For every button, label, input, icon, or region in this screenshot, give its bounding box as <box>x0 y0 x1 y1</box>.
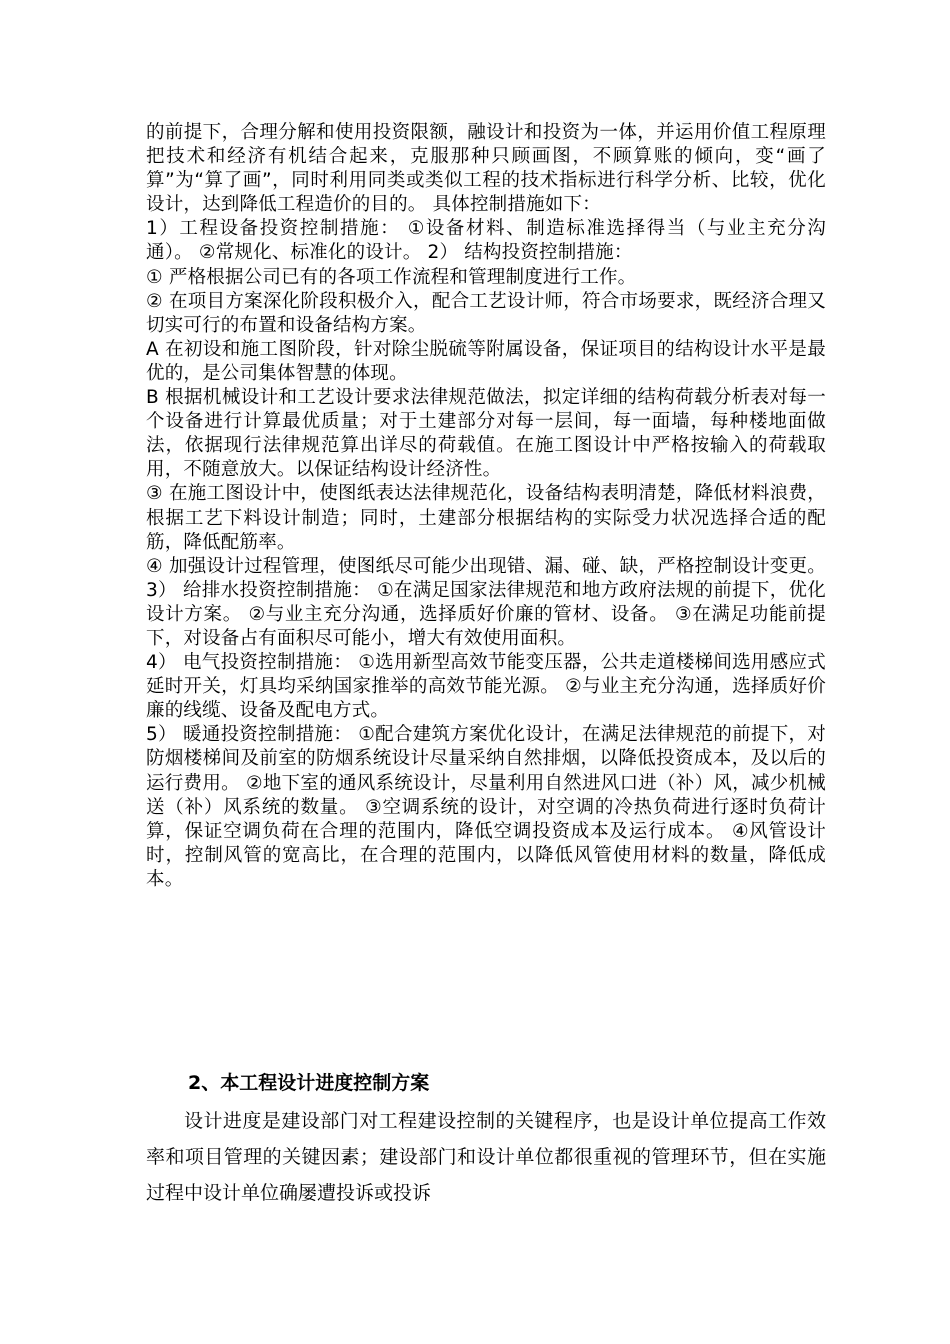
paragraph-structure-item-a: A 在初设和施工图阶段，针对除尘脱硫等附属设备，保证项目的结构设计水平是最优的，是公司集体智慧的体现。 <box>146 338 826 384</box>
paragraph-electrical: 4） 电气投资控制措施： ①选用新型高效节能变压器，公共走道楼梯间选用感应式延时开关，灯具均采纳国家推举的高效节能光源。 ②与业主充分沟通，选择质好价廉的线缆、设备及配电方式。 <box>146 652 826 722</box>
section-body <box>146 1103 826 1211</box>
paragraph-structure-item-b: B 根据机械设计和工艺设计要求法律规范做法，拟定详细的结构荷载分析表对每一个设备进行计算最优质量；对于土建部分对每一层间，每一面墙，每种楼地面做法，依据现行法律规范算出详尽的荷载值。在施工图设计中严格按输入的荷载取用，不随意放大。以保证结构设计经济性。 <box>146 387 826 481</box>
body-text <box>146 121 826 892</box>
paragraph-structure-item-1: ① 严格根据公司已有的各项工作流程和管理制度进行工作。 <box>146 266 637 288</box>
paragraph-structure-item-2: ② 在项目方案深化阶段积极介入，配合工艺设计师，符合市场要求，既经济合理又切实可行的布置和设备结构方案。 <box>146 290 826 336</box>
paragraph-intro: 的前提下，合理分解和使用投资限额，融设计和投资为一体，并运用价值工程原理把技术和经济有机结合起来，克服那种只顾画图，不顾算账的倾向，变“画了算”为“算了画”，同时利用同类或类似工程的技术指标进行科学分析、比较，优化设计，达到降低工程造价的目的。 具体控制措施如下： <box>146 122 826 216</box>
paragraph-structure-item-3: ③ 在施工图设计中，使图纸表达法律规范化，设备结构表明清楚，降低材料浪费，根据工艺下料设计制造；同时，土建部分根据结构的实际受力状况选择合适的配筋，降低配筋率。 <box>146 483 826 553</box>
paragraph-equipment-structure: 1）工程设备投资控制措施： ①设备材料、制造标准选择得当（与业主充分沟通）。 ②常规化、标准化的设计。 2） 结构投资控制措施： <box>146 218 826 264</box>
paragraph-hvac: 5） 暖通投资控制措施： ①配合建筑方案优化设计，在满足法律规范的前提下，对防烟楼梯间及前室的防烟系统设计尽量采纳自然排烟，以降低投资成本，及以后的运行费用。 ②地下室的通风系统设计，尽量利用自然进风口进（补）风，减少机械送（补）风系统的数量。 ③空调系统的设计，对空调的冷热负荷进行逐时负荷计算，保证空调负荷在合理的范围内，降低空调投资成本及运行成本。 ④风管设计时，控制风管的宽高比，在合理的范围内，以降低风管使用材料的数量，降低成本。 <box>146 724 826 890</box>
paragraph-structure-item-4-plumbing: ④ 加强设计过程管理，使图纸尽可能少出现错、漏、碰、缺，严格控制设计变更。 3） 给排水投资控制措施： ①在满足国家法律规范和地方政府法规的前提下，优化设计方案。 ②与业主充分沟通，选择质好价廉的管材、设备。 ③在满足功能前提下，对设备占有面积尽可能小，增大有效使用面积。 <box>146 555 826 649</box>
section-heading: 2、本工程设计进度控制方案 <box>188 1072 430 1094</box>
section-paragraph: 设计进度是建设部门对工程建设控制的关键程序，也是设计单位提高工作效率和项目管理的关键因素；建设部门和设计单位都很重视的管理环节，但在实施过程中设计单位确屡遭投诉或投诉 <box>146 1110 826 1204</box>
